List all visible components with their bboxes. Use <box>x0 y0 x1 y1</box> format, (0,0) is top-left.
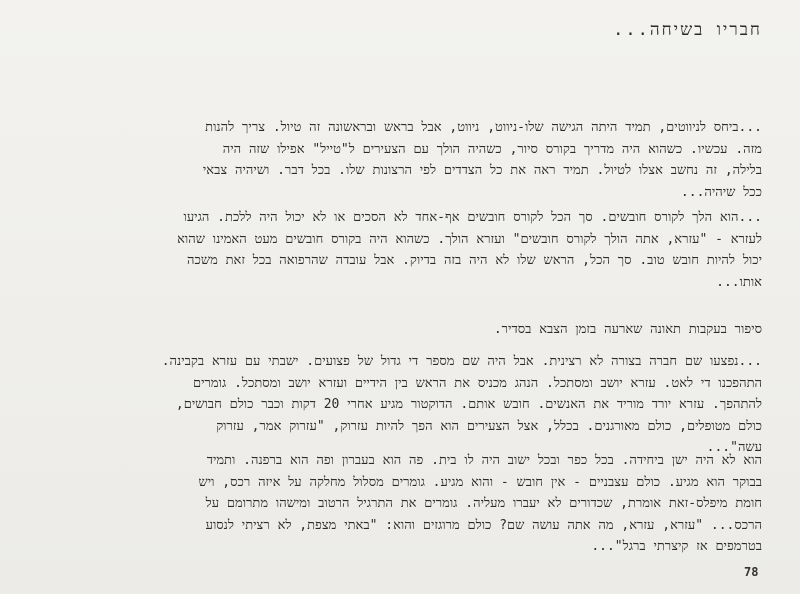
text-line: כולם מטופלים, כולם מאורגנים. בכלל, אצל הצעירים הוא הפך להיות עזרוק, "עזרוק אמר, עזרוק <box>216 418 762 434</box>
page-number: 78 <box>744 565 759 579</box>
paragraph-story-heading <box>32 319 762 341</box>
text-line: עשה"... <box>706 440 762 455</box>
text-line: ככל שיהיה... <box>680 184 762 200</box>
text-line: לעזרא - "עזרא, אתה הולך לקורס חובשים" ועזרא הולך. כשהוא היה בקורס חובשים מעט האמינו שהוא <box>177 231 762 247</box>
text-line: הוא לא היה ישן ביחידה. בכל כפר ובכל ישוב היה לו בית. פה הוא בעברון ופה הוא ברפנה. ותמיד <box>206 453 762 468</box>
text-line: חומת מיפלס-זאת אומרת, שכדורים לא יעברו מעליה. גומרים את התרגיל הרטוב ומישהו מתרומם על <box>205 496 762 511</box>
text-line: בטרמפים אז קיצרתי ברגל"... <box>591 539 762 554</box>
page-title: חבריו בשיחה... <box>613 20 762 40</box>
text-line: מזה. עכשיו. כשהוא היה מדריך בקורס סיור, כשהיה הולך עם הצעירים ל"טייל" אפילו שזה היה <box>222 141 762 157</box>
text-line: ...ביחס לניווטים, תמיד היתה הגישה שלו-ניווט, ניווט, אבל בראש ובראשונה זה טיול. צריך להנות <box>205 120 762 135</box>
text-line: הרכס... "עזרא, עזרא, מה אתה עושה שם? כולם מרוגזים והוא: "באתי מצפת, לא רציתי לנסוע <box>205 517 762 533</box>
text-line: התהפכנו די לאט. עזרא יושב ומסתכל. הנהג מכניס את הראש בין הידיים ועזרא יושב ומסתכל. גומרים <box>193 375 762 391</box>
paragraph-navigation <box>32 117 762 203</box>
text-line: בלילה, זה נחשב אצלו לטיול. תמיד ראה את כל הצדדים לפי הרצונות שלו. בכל דבר. ושיהיה צבאי <box>202 163 762 178</box>
text-line: ...נפצעו שם חברה בצורה לא רצינית. אבל היה שם מספר די גדול של פצועים. ישבתי עם עזרא בקבינה. <box>161 354 762 369</box>
text-line: להתהפך. עזרא יורד מוריד את האנשים. חובש אותם. הדוקטור מגיע אחרי 20 דקות וכבר כולם חבושים, <box>175 397 762 412</box>
paragraph-home <box>32 450 762 558</box>
text-line: בבוקר הוא מגיע. כולם עצבניים - אין חובש - והוא מגיע. גומרים מסלול מחלקה על איזה רכס, ויש <box>198 474 762 490</box>
text-line: סיפור בעקבות תאונה שארעה בזמן הצבא בסדיר. <box>493 322 762 337</box>
paragraph-medic-course <box>32 207 762 293</box>
paragraph-accident <box>32 351 762 459</box>
text-line: יכול להיות חובש טוב. סך הכל, הראש שלו לא היה בזה בדיוק. אבל עובדה שהרפואה בכל זאת משכה <box>187 253 762 268</box>
text-line: ...הוא הלך לקורס חובשים. סך הכל לקורס חובשים אף-אחד לא הסכים או לא יכול היה ללכת. הגיעו <box>183 210 762 225</box>
text-line: אותו... <box>716 274 762 290</box>
